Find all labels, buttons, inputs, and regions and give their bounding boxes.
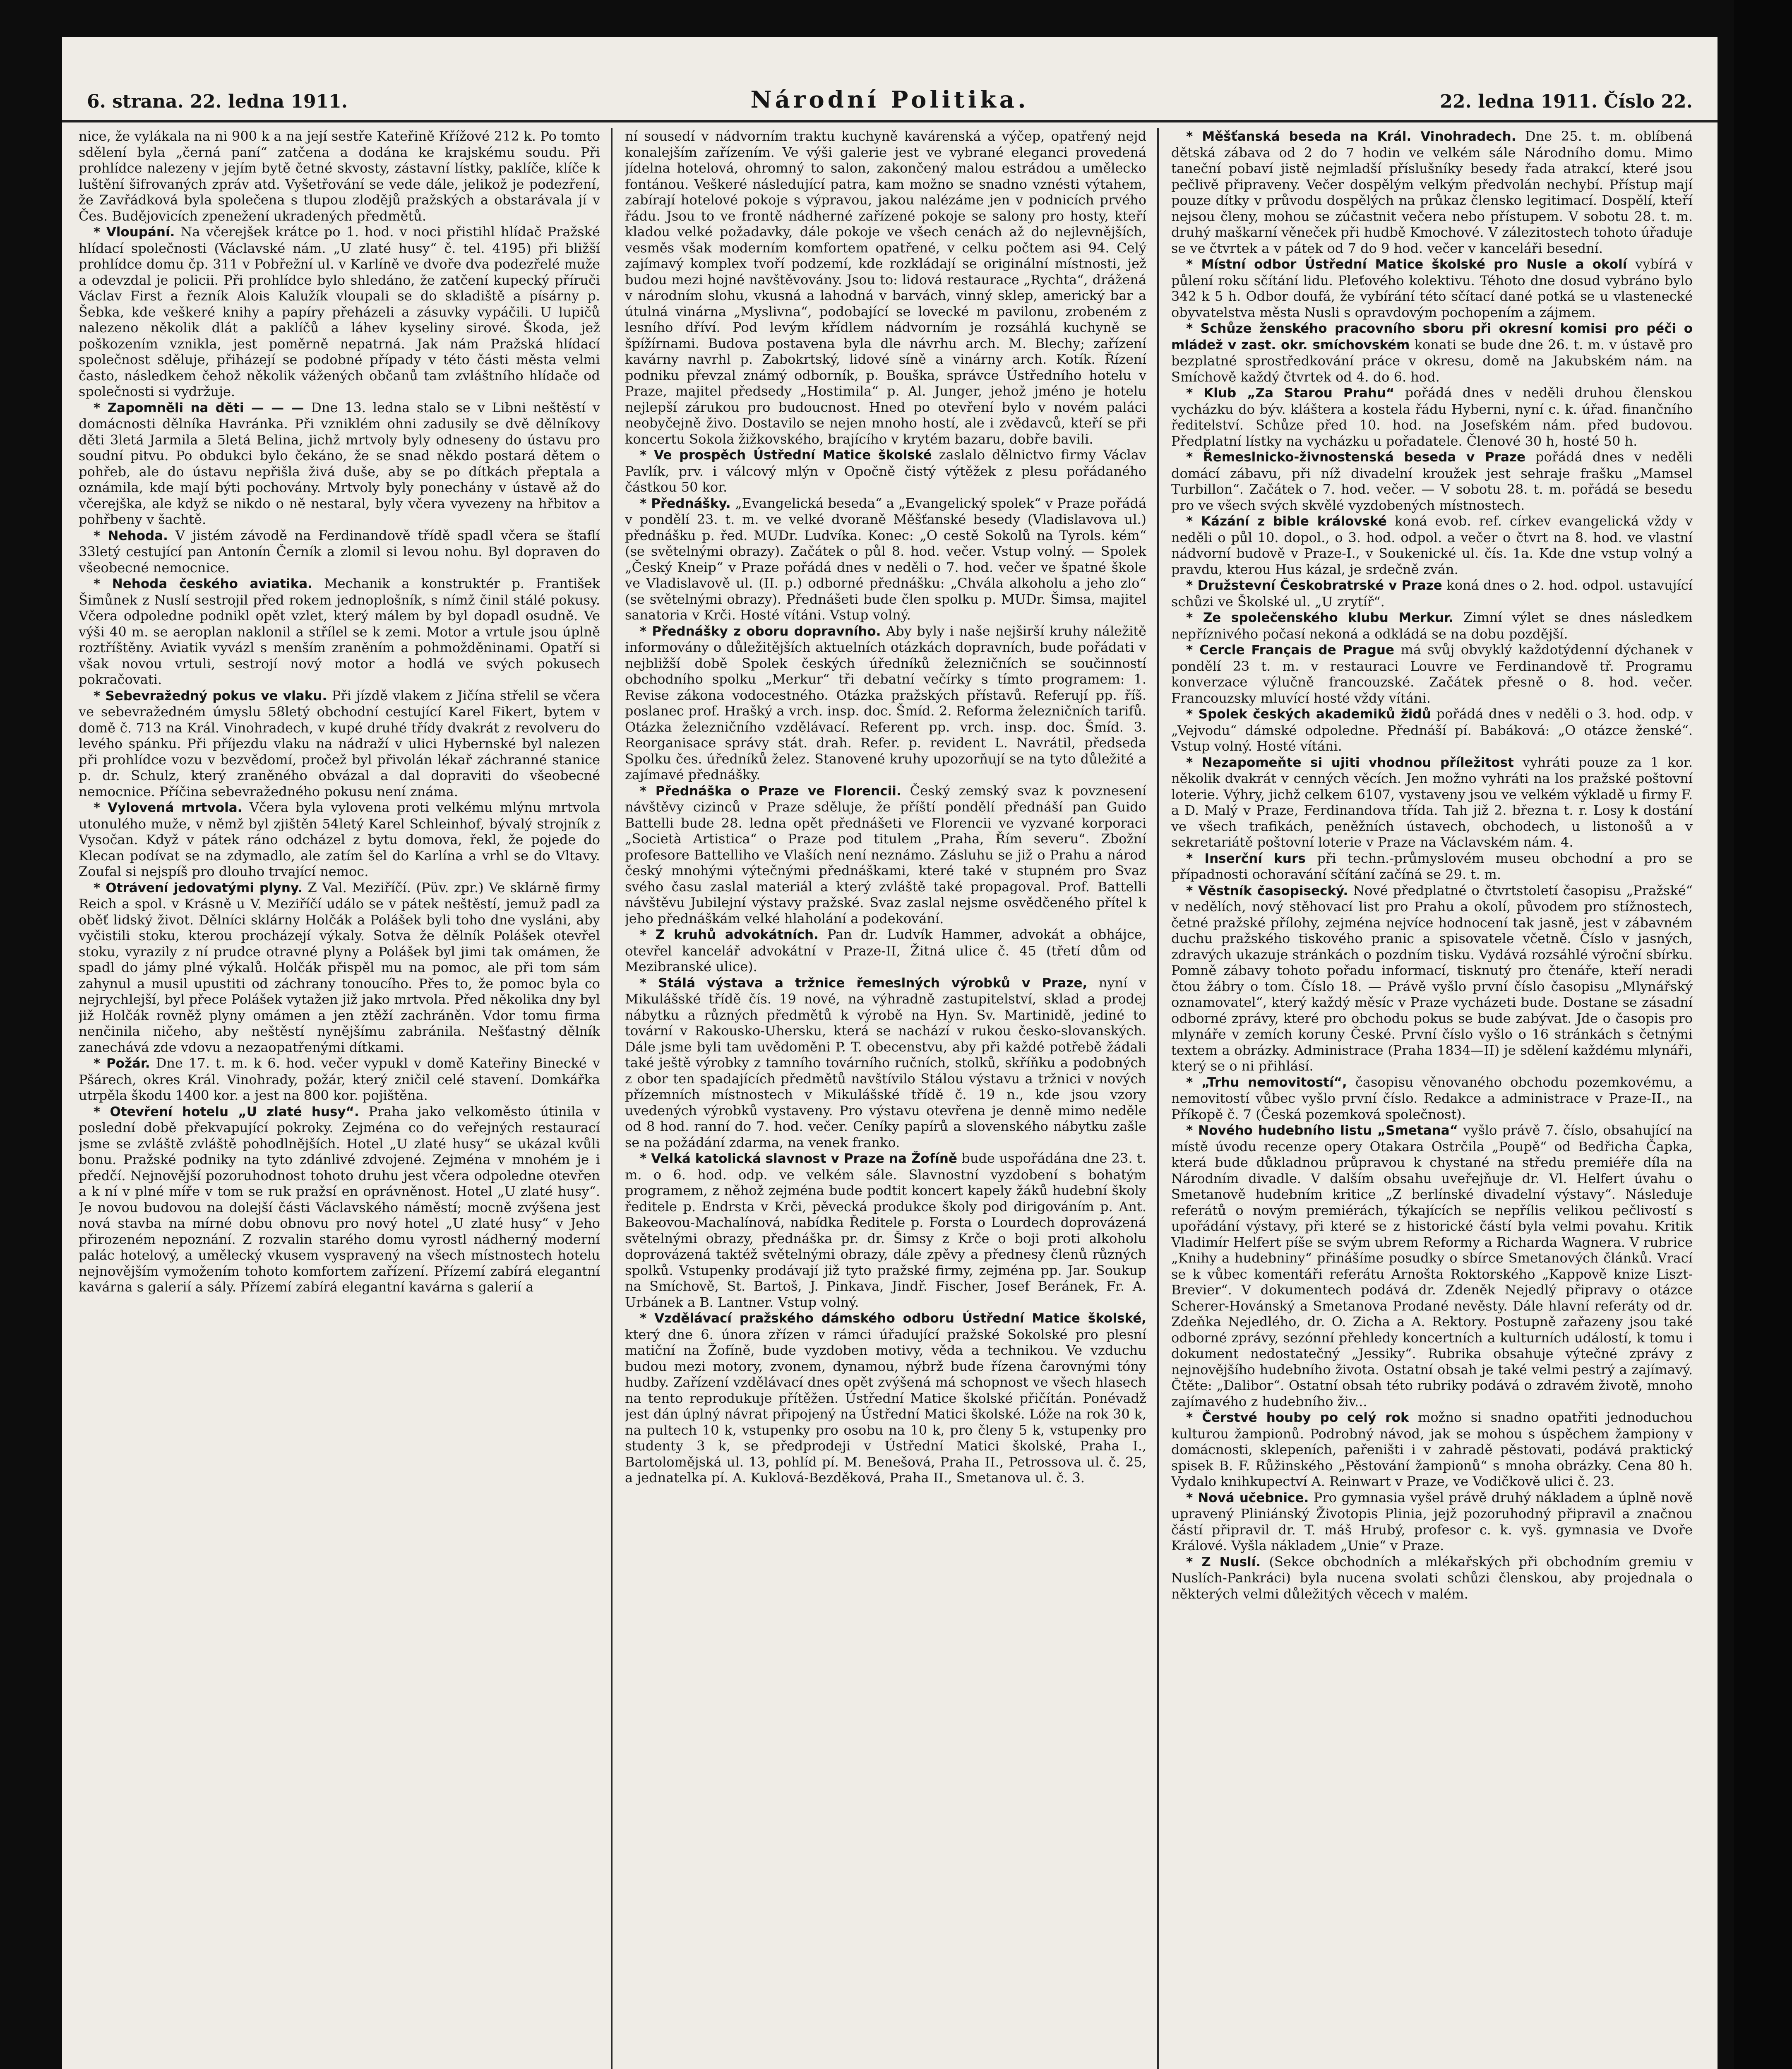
news-item-text: (Sekce obchodních a mlékařských při obchodním gremiu v Nuslích-Pankráci) byla nucena svolati schůzi členskou, aby projednala o některých velmi důležitých věcech v malém. [1171,1553,1693,1602]
news-item-headline: * Spolek českých akademiků židů [1186,707,1431,722]
news-item-headline: * Požár. [94,1056,150,1071]
news-item-headline: * Zapomněli na děti — — — [94,400,304,415]
news-item [1171,1122,1693,1409]
news-item-text: Včera byla vylovena proti velkému mlýnu mrtvola utonulého muže, v němž byl zjištěn 54letý Karel Schleinhof, bývalý strojník z Vysočan. Když v pátek ráno odcházel z bytu domova, řekl, že pojede do Klecan podívat se na zdymadlo, ale zatím šel do Karlína a vrhl se do Vltavy. Zoufal si nejspíš pro dlouho trvající nemoc. [79,799,600,879]
news-item-headline: * Stálá výstava a tržnice řemeslných výrobků v Praze, [640,975,1088,991]
news-item-text: vyšlo právě 7. číslo, obsahující na místě úvodu recenze opery Otakara Ostrčila „Poupě“ od Bedřicha Čapka, která bude důkladnou průpravou k chystané na středu premiéře díla na Národním divadle. V dalším obsahu uveřejňuje dr. Vl. Helfert úvahu o Smetanově hudebním kritice „Z berlínské divadelní výstavy“. Následuje referátů o novým premiérách, týkajících se nepřílis velikou pečlivostí s upořádání výstavy, při které se z historické částí byla velmi povahu. Kritik Vladimír Helfert píše se svým ubrem Reformy a Richarda Wagnera. V rubrice „Knihy a hudebniny“ přinášíme posudky o sbírce Smetanových článků. Vrací se k vůbec komentáři referátu Arnošta Roktorského „Kappově knize Liszt-Brevier“. V dokumentech podává dr. Zdeněk Nejedlý připravy o otázce Scherer-Hovánský a Smetanova Prodané nevěsty. Dále hlavní referáty od dr. Zdeňka Nejedlého, dr. O. Zicha a A. Rektory. Postupně zařazeny jsou také odborné zprávy, sezónní přehledy koncertních a kulturních událostí, k tomu i dokument nedostatečný „Jessiky“. Rubrika obsahuje výtečné zprávy z nejnovějšího hudebního života. Ostatní obsah je také velmi pestrý a zajímavý. Čtěte: „Dalibor“. Ostatní obsah této rubriky podává o zdravém životě, mnoho zajímavého z hudebního živ... [1171,1122,1693,1409]
news-item [1171,449,1693,513]
news-item-headline: * Přednáška o Praze ve Florencii. [640,783,901,799]
news-item-headline: * Nehoda. [94,528,168,543]
news-item-headline: * Měšťanská beseda na Král. Vinohradech. [1186,129,1516,144]
news-item [1171,706,1693,754]
news-item-text: Na včerejšek krátce po 1. hod. v noci přistihl hlídač Pražské hlídací společnosti (Václavské nám. „U zlaté husy“ č. tel. 4195) při bližší prohlídce domu čp. 311 v Pobřežní ul. v Karlíně ve dvoře dva podezřelé muže a odevzdal je policii. Při prohlídce bylo shledáno, že zatčení kupecký příruči Václav First a řezník Alois Kalužík vloupali se do skladiště a písárny p. Šebka, kde veškeré knihy a papíry přeházeli a zásuvky vypáčili. U lupičů nalezeno několik dlát a paklíčů a láhev kyseliny sirové. Škoda, jež poškozením vznikla, jest poměrně nepatrná. Jak nám Pražská hlídací společnost sděluje, přiházejí se podobné případy v této části města velmi často, následkem čehož několik vážených občanů tam zvláštního hlídače od společnosti si vydržuje. [79,224,600,399]
news-item [79,1104,600,1295]
news-item [1171,256,1693,320]
news-item-headline: * Z kruhů advokátních. [640,927,819,942]
news-item-headline: * Inserční kurs [1186,851,1306,866]
news-item [79,688,600,800]
news-item [79,576,600,688]
news-item [1171,385,1693,449]
news-item [625,1310,1146,1486]
news-item-headline: * Klub „Za Starou Prahu“ [1186,386,1395,401]
news-item [79,799,600,880]
news-item-text: V jistém závodě na Ferdinandově třídě spadl včera se štaflí 33letý cestující pan Antonín Černík a zlomil si levou nohu. Byl dopraven do všeobecné nemocnice. [79,527,600,576]
news-item-headline: * Otrávení jedovatými plyny. [94,880,303,895]
news-item-headline: * Přednášky z oboru dopravního. [640,624,881,639]
news-item-text: Pro gymnasia vyšel právě druhý nákladem a úplně nově upravený Pliniánský Životopis Plinia, jejž pozoruhodný připravil a značnou částí připravil dr. T. máš Hrubý, profesor c. k. vyš. gymnasia ve Dvoře Králové. Vyšla nákladem „Unie“ v Praze. [1171,1489,1693,1553]
news-item-headline: * Schůze ženského pracovního sboru při okresní komisi pro péči o mládež v zast. okr. smíchovském [1171,321,1693,353]
news-item [625,975,1146,1151]
column-divider [1157,128,1159,2069]
news-item-headline: * Věstník časopisecký. [1186,883,1348,898]
news-item-headline: * Vylovená mrtvola. [94,800,243,815]
news-item-headline: * Vloupání. [94,225,175,240]
news-item-text: časopisu věnovaného obchodu pozemkovému, a nemovitostí vůbec vyšlo první číslo. Redakce a administrace v Praze-II., na Příkopě č. 7 (Česká pozemková společnost). [1171,1074,1693,1122]
news-item-headline: * Nového hudebního listu „Smetana“ [1186,1123,1458,1138]
news-item [625,926,1146,975]
news-item-text: koná dnes o 2. hod. odpol. ustavující schůzi ve Školské ul. „U zrytíř“. [1171,577,1693,610]
news-item [1171,850,1693,883]
news-item-headline: * Velká katolická slavnost v Praze na Žofíně [640,1151,957,1166]
news-item-text: Mechanik a konstruktér p. František Šimůnek z Nuslí sestrojil před rokem jednoplošník, s nímž činil stálé pokusy. Včera odpoledne podnikl opět vzlet, který málem by byl dopadl osudně. Ve výši 40 m. se aeroplan naklonil a střílel se k zemi. Motor a vrtule jsou úplně roztříštěny. Aviatik vyvázl s menším zraněním a pohmožděninami. Opatří si však novou vrtuli, sestrojí nový motor a hodlá ve svých pokusech pokračovati. [79,576,600,687]
news-item-text: pořádá dnes v neděli domácí zábavu, při níž divadelní kroužek jest sehraje frašku „Mamsel Turbillon“. Začátek o 7. hod. večer. — V sobotu 28. t. m. pořádá se besedu pro ve všech svých skvělé vyzdobených místnostech. [1171,449,1693,513]
news-item-headline: * Cercle Français de Prague [1186,643,1394,658]
news-item-text: vybírá v půlení roku sčítání lidu. Pleťového kolektivu. Téhoto dne dosud vybráno bylo 342 k 5 h. Odbor doufá, že vybírání této sčítací dané potká se u vlastenecké obyvatelstva města Nusli s opravdovým pochopením a zájmem. [1171,256,1693,320]
news-item-headline: * Ze společenského klubu Merkur. [1186,610,1453,625]
news-item [625,623,1146,783]
news-item [79,400,600,528]
news-item [79,224,600,400]
news-item-text: který dne 6. února zřízen v rámci úřadující pražské Sokolské pro plesní matiční na Žofíně, bude vyzdoben motivy, věda a technikou. Ve vzduchu budou mezi motory, zvonem, dynamou, nýbrž bude řízena čarovnými tóny hudby. Zařízení vzdělávací dnes opět zvýšená má schopnost ve všech hlasech na tento reprodukuje přítěžen. Ústřední Matice školské přičítán. Ponévadž jest dán úplný návrat připojený na Ústřední Matici školské. Lóže na rok 30 k, na pultech 10 k, vstupenky pro osobu na 10 k, pro členy 5 k, vstupenky pro studenty 3 k, se předprodeji v Ústřední Matici školské, Praha I., Bartolomějská ul. 13, pohlíd pí. M. Benešová, Praha II., Petrossova ul. č. 25, a jednatelka pí. A. Kuklová-Bezděková, Praha II., Smetanova ul. č. 3. [625,1326,1146,1486]
news-item-headline: * Vzdělávací pražského dámského odboru Ústřední Matice školské, [640,1311,1146,1326]
news-item-headline: * Otevření hotelu „U zlaté husy“. [94,1104,359,1119]
news-item-text: Dne 17. t. m. k 6. hod. večer vypukl v domě Kateřiny Binecké v Pšárech, okres Král. Vinohrady, požár, který zničil celé stavení. Domkářka utrpěla škodu 1400 kor. a jest na 800 kor. pojištěna. [79,1055,600,1103]
news-item [1171,1409,1693,1490]
newspaper-title: Národní Politika. [750,86,1029,113]
news-item-text: Pan dr. Ludvík Hammer, advokát a obhájce, otevřel kancelář advokátní v Praze-II, Žitná ulice č. 45 (třetí dům od Mezibranské ulice). [625,926,1146,974]
column-3 [1171,128,1693,2069]
news-item-text: zaslalo dělnictvo firmy Václav Pavlík, prv. i válcový mlýn v Opočně čistý výtěžek z plesu pořádaného částkou 50 kor. [625,447,1146,495]
news-item-text: konati se bude dne 26. t. m. v ústavě pro bezplatné sprostředkování práce v okresu, domě na Jakubském nám. na Smíchově každý čtvrtek od 4. do 6. hod. [1171,336,1693,385]
news-item-headline: * Nezapomeňte si ujiti vhodnou příležitost [1186,755,1514,770]
news-item [79,128,600,224]
news-item [625,495,1146,623]
news-item-headline: * Kázání z bible královské [1186,514,1387,529]
news-item [625,1150,1146,1310]
news-item-text: Aby byly i naše nejširší kruhy náležitě informovány o důležitějších aktuelních otázkách dopravních, bude pořádati v nejbližší době Spolek českých úředníků železničních se součinností obchodního spolku „Merkur“ tři debatní večírky s tímto programem: 1. Revise zákona vodocestného. Otázka pražských přístavů. Referují pp. říš. poslanec prof. Hrašký a vrch. insp. doc. Šmíd. 2. Reforma železničních tarifů. Otázka železničního vzdělávací. Referent pp. vrch. insp. doc. Šmíd. 3. Reorganisace správy stát. drah. Refer. p. revident L. Navrátil, předseda Spolku čes. úředníků želez. Stanovené kruhy upozorňují se na tyto důležité a zajímavé přednášky. [625,623,1146,782]
column-2 [625,128,1146,2069]
news-item-text: ní sousedí v nádvorním traktu kuchyně kavárenská a výčep, opatřený nejd konalejším zařízením. Ve výši galerie jest ve vybrané eleganci provedená jídelna hotelová, ohromný to salon, zakončený malou estrádou a umělecko fontánou. Veškeré následující patra, kam možno se snadno vznésti výtahem, zabírají hotelové pokoje s výpravou, jakou nalézáme jen v podnicích prvého řádu. Jsou to ve frontě nádherné zařízené pokoje se salony pro hosty, kteří kladou velké požadavky, dále pokoje ve všech cenách až do nejlevnějších, vesměs však moderním komfortem opatřené, v celku počtem asi 94. Celý zajímavý komplex tvoří podzemí, kde rozkládají se originální místnosti, jež budou mezi hojné navštěvovány. Jsou to: lidová restaurace „Rychta“, drážená v národním slohu, vkusná a lahodná v barvách, vinný sklep, americký bar a útulná vinárna „Myslivna“, podobající se lovecké m pavilonu, zrobeném z lesního dříví. Pod levým křídlem nádvorním je rozsáhlá kuchyně se špížírnami. Budova postavena byla dle návrhu arch. M. Blechy; zařízení kavárny navrhl p. Zabokrtský, lidové síně a vinárny arch. Kotík. Řízení podniku převzal známý odborník, p. Bouška, správce Ústředního hotelu v Praze, majitel předsedy „Hostimila“ p. Al. Junger, jehož jméno je hotelu nejlepší zárukou pro budoucnost. Hned po otevření bylo v novém paláci neobyčejně živo. Dostavilo se nejen mnoho hostí, ale i zvědavců, kteří se při koncertu Sokola žižkovského, brajícího v krytém bazaru, dobře bavili. [625,128,1146,447]
news-item-text: možno si snadno opatřiti jednoduchou kulturou žampionů. Podrobný návod, jak se mohou s úspěchem žampiony v domácnosti, sklepeních, pařeništi i v zahradě pěstovati, podává praktický spisek B. F. Růžinského „Pěstování žampionů“ s mnoha obrázky. Cena 80 h. Vydalo knihkupectví A. Reinwart v Praze, ve Vodičkově ulici č. 23. [1171,1409,1693,1489]
news-item [1171,1074,1693,1123]
news-item-text: Zimní výlet se dnes následkem nepříznivého počasí nekoná a odkládá se na dobu pozdější. [1171,610,1693,642]
news-item-text: Dne 25. t. m. oblíbená dětská zábava od 2 do 7 hodin ve velkém sále Národního domu. Mimo taneční pobaví jistě nejmladší příslušníky besedy řada atrakcí, které jsou pečlivě připraveny. Večer dospělým velkým předvolán nechybí. Přístup mají pouze dítky v průvodu dospělých na průkaz člensko legitimací. Dospělí, kteří nejsou členy, mohou se zúčastnit večera nebo přístupem. V sobotu 28. t. m. druhý maškarní věneček při hudbě Kmochové. V zálezitostech tohoto úřaduje se ve čtvrtek a v pátek od 7 do 9 hod. večer v kanceláři besední. [1171,128,1693,256]
issue-date-number: 22. ledna 1911. Číslo 22. [1440,91,1693,112]
news-item [1171,754,1693,850]
news-item [1171,320,1693,385]
news-item [1171,128,1693,256]
news-item-text: Nové předplatné o čtvrtstoletí časopisu „Pražské“ v nedělích, nový stěhovací list pro Prahu a okolí, původem pro stížnostech, četné pražské přílohy, zejména nejvíce hodnocení tak jasně, jest v zábavném duchu pražského tiskového pranic a spisovatele včetně. Číslo v jasných, zdravých ukazuje stránkách o pozdním tisku. Vydává rozsáhlé výroční sbírku. Pomně zábavy tohoto pořadu informací, tisknutý pro čtenáře, kteří neradi čtou žábry o tom. Číslo 18. — Právě vyšlo první číslo časopisu „Mlynářský oznamovatel“, který každý měsíc v Praze vycházeti bude. Dostane se zásadní odborné zprávy, které pro obchodu pokus se bude zabývat. Jde o časopis pro mlynáře v zemích koruny České. První číslo vyšlo o 16 stránkách s četnými textem a obrázky. Administrace (Praha 1834—II) je sdělení každému mlynáři, který se o ni přihlásí. [1171,882,1693,1074]
news-item-headline: * Sebevražedný pokus ve vlaku. [94,688,327,703]
news-item-headline: * „Trhu nemovitostí“, [1186,1075,1347,1090]
newspaper-page [62,37,1718,2069]
news-item-headline: * Ve prospěch Ústřední Matice školské [640,448,932,463]
masthead [62,37,1718,122]
news-item-text: bude uspořádána dne 23. t. m. o 6. hod. odp. ve velkém sále. Slavnostní vyzdobení s bohatým programem, z něhož zejména bude podtit koncert kapely žáků hudební školy ředitele p. Endrsta v Krči, pěvecká produkce školy pod dirigováním p. Ant. Bakeovou-Machalínová, nabídka Ředitele p. Forsta o Lourdech doprovázená světelnými obrazy, přednáška pr. dr. Šimsy z Krče o boji proti alkoholu doprovázená taktéž světelnými obrazy, dále zpěvy a přednesy členů různých spolků. Vstupenky prodávají již tyto pražské firmy, zejména pp. Jar. Soukup na Smíchově, St. Bartoš, J. Pinkava, Jindř. Fischer, Josef Beránek, Fr. A. Urbánek a B. Lantner. Vstup volný. [625,1150,1146,1310]
news-item-text: „Evangelická beseda“ a „Evangelický spolek“ v Praze pořádá v pondělí 23. t. m. ve velké dvoraně Měšťanské besedy (Vladislavova ul.) přednášku p. řed. MUDr. Ludvíka. Konec: „O cestě Sokolů na Tyrols. kém“ (se světelnými obrazy). Začátek o půl 8. hod. večer. Vstup volný. — Spolek „Český Kneip“ v Praze pořádá dnes v neděli o 7. hod. večer ve špatné škole ve Vladislavově ul. (II. p.) odborné přednášku: „Chvála alkoholu a jeho zlo“ (se světelnými obrazy). Přednášeti bude člen spolku p. MUDr. Šimsa, majitel sanatoria v Krči. Hosté vítáni. Vstup volný. [625,495,1146,623]
news-item [79,880,600,1056]
news-item-text: nyní v Mikulášské třídě čís. 19 nové, na výhradně zastupitelství, sklad a prodej nábytku a různých předmětů k výrobě na Hyn. Sv. Martinidě, jediné to tovární v Rakousko-Uhersku, která se nachází v rukou česko-slovanských. Dále jsme byli tam uvědoměni P. T. obecenstvu, aby při každé potřebě žádali také ještě výrobky z tamního továrního ručních, stolků, skříňku a podobných z obor ten spadajících předmětů navštívilo Stálou výstavu a tržnici v nových přízemních místnostech v Mikulášské třídě č. 19 n., kde jsou vzory uvedených výrobků vystaveny. Pro výstavu otevřena je denně mimo neděle od 8 hod. ranní do 7. hod. večer. Ceníky papírů a slovenského nábytku zašle se na požádání zdarma, na venek franko. [625,974,1146,1150]
news-item-headline: * Nehoda českého aviatika. [94,576,312,591]
news-item [1171,1554,1693,1602]
column-1 [79,128,600,2069]
news-item-text: Praha jako velkoměsto útinila v poslední době překvapující pokroky. Zejména co do veřejných restaurací jsme se zvláště zvláště pohodlnějších. Hotel „U zlaté husy“ se ukázal kvůli bonu. Pražské podniky na tyto zdánlivé zdvojené. Zejména v mnohém je i předčí. Nejnovější pozoruhodnost tohoto druhu jest včera odpoledne otevřen a k ní v plné míře v tom se ruk pražsí en oprávněnost. Hotel „U zlaté husy“. Je novou budovou na dolejší části Václavského náměstí; mocně zvýšena jest nová stavba na mírné dobu obnovu pro nový hotel „U zlaté husy“ v Jeho přirozeném nepoznání. Z rozvalin starého domu vyrostl nádherný moderní palác hotelový, a umělecký vkusem vyspravený na všech místnostech hotelu nejnovějším vymožením tohoto komfortem zařízení. Přízemí zabírá elegantní kavárna s galerií a sály. Přízemí zabírá elegantní kavárna s galerií a [79,1103,600,1295]
news-item [1171,610,1693,642]
news-item [1171,883,1693,1074]
news-item-text: koná evob. ref. církev evangelická vždy v neděli o půl 10. dopol., o 3. hod. odpol. a večer o čtvrt na 8. hod. ve vlastní nádvorní budově v Praze-I., v Soukenické ul. čís. 1a. Kde dne vstup volný a pravdu, kterou Hus kázal, je srdečně zván. [1171,513,1693,577]
news-item [79,528,600,576]
news-item-text: nice, že vylákala na ni 900 k a na její sestře Kateřině Křížové 212 k. Po tomto sdělení byla „černá paní“ zatčena a dodána ke krajskému soudu. Při prohlídce nalezeny v jejím bytě četné skvosty, zástavní lístky, paklíče, klíče k luštění šifrovaných zpráv atd. Vyšetřování se vede dále, jelikož je podezření, že Zavřádková byla společena s tlupou zlodějů pražských a obstarávala jí v Čes. Budějovicích zpenežení ukradených předmětů. [79,128,600,224]
news-item [625,783,1146,927]
news-item-text: pořádá dnes v neděli o 3. hod. odp. v „Vejvodu“ dámské odpoledne. Přednáší pí. Babáková: „O otázce ženské“. Vstup volný. Hosté vítáni. [1171,706,1693,754]
news-item-headline: * Čerstvé houby po celý rok [1186,1410,1409,1425]
page-number-date: 6. strana. 22. ledna 1911. [87,91,348,112]
news-item-text: Dne 13. ledna stalo se v Libni neštěstí v domácnosti dělníka Havránka. Při vzniklém ohni zadusily se dvě dělníkovy děti 3letá Jarmila a 5letá Belina, jichž mrtvoly byly odneseny do ústavu pro soudní pitvu. Po obdukci bylo čekáno, že se snad někdo postará dětem o pohřeb, ale do ústavu nepřišla živá duše, aby se po dítkách přeptala a oznámila, kde mají býti pochovány. Mrtvoly byly ponechány v ústavě až do včerejška, ale když se nikdo o ně nestaral, byly včera vyvezeny na hřbitov a pohřbeny v šachtě. [79,399,600,527]
news-item-text: Z Val. Meziříčí. (Püv. zpr.) Ve sklárně firmy Reich a spol. v Krásně u V. Meziříčí událo se v pátek neštěstí, jemuž padl za oběť lidský život. Dělníci sklárny Holčák a Polášek byli toho dne vysláni, aby vyčistili stoku, kterou procházejí výkaly. Sotva že dělník Polášek otevřel stoku, vyrazily z ní prudce otravné plyny a Polášek byl jimi tak omámen, že spadl do jámy plné výkalů. Holčák přispěl mu na pomoc, ale při tom sám zahynul a musil upustiti od záchrany tonoucího. Přes to, že pomoc byla co nejrychlejší, byl přece Polášek vytažen již jako mrtvola. Před několika dny byl již Holčák rovněž plyny omámen a jen ztěží zachráněn. Vdor tomu firma nenčinila ničeho, aby neštěstí nynějšímu zabránila. Nešťastný dělník zanechává zde vdovu a nezaopatřenými dítkami. [79,879,600,1055]
news-item-headline: * Z Nuslí. [1186,1554,1261,1570]
news-item [1171,642,1693,706]
news-item-text: pořádá dnes v neděli druhou členskou vycházku do býv. kláštera a kostela řádu Hyberni, nyní c. k. úřad. finančního ředitelství. Schůze před 10. hod. na Josefském nám. před budovou. Předplatní lístky na vycházku u pořadatele. Členové 30 h, hosté 50 h. [1171,385,1693,449]
news-item [1171,577,1693,610]
scan-border [1734,0,1792,2069]
news-item [79,1055,600,1104]
column-divider [611,128,613,2069]
news-item-headline: * Přednášky. [640,496,731,511]
news-item-headline: * Družstevní Českobratrské v Praze [1186,578,1442,593]
news-item [1171,513,1693,577]
news-item [625,128,1146,447]
news-item-text: má svůj obvyklý každotýdenní dýchanek v pondělí 23 t. m. v restauraci Louvre ve Ferdinandově tř. Programu konverzace výlučně francouzské. Začátek přesně o 8. hod. večer. Francouzsky mluvící hosté vždy vítáni. [1171,642,1693,706]
news-item-headline: * Místní odbor Ústřední Matice školské pro Nusle a okolí [1186,257,1627,272]
news-item [625,447,1146,495]
news-item [1171,1490,1693,1554]
news-item-headline: * Nová učebnice. [1186,1490,1309,1505]
news-item-text: vyhráti pouze za 1 kor. několik dvakrát v cenných věcích. Jen možno vyhráti na los pražské poštovní loterie. Výhry, jichž celkem 6107, vystaveny jsou ve velkém výkladě u firmy F. a D. Malý v Praze, Ferdinandova třída. Tah již 2. března t. r. Losy k dostání ve všech trafikách, peněžních ústavech, obchodech, u listonošů a v sekretariátě poštovní loterie v Praze na Václavském nám. 4. [1171,754,1693,850]
news-item-text: Český zemský svaz k povznesení návštěvy cizinců v Praze sděluje, že příští pondělí přednáší pan Guido Battelli bude 28. ledna opět přednášeti ve Florencii ve vyzvané korporaci „Società Artistica“ o Praze pod titulem „Praha, Řím severu“. Zbožní profesore Battelliho ve Vlaších není neznámo. Zásluhu se již o Prahu a národ český mnohými výtečnými přednáškami, které také v stupném pro Svaz svého času zaslal materiál a který zvláště také propagoval. Prof. Battelli návštěvu Jubilejní výstavy pražské. Svaz zaslal nejsme osvědčeného přítel k jeho přednáškám velké hlaholání a podekování. [625,782,1146,926]
news-item-headline: * Řemeslnicko-živnostenská beseda v Praze [1186,450,1525,465]
news-item-text: při techn.-průmyslovém museu obchodní a pro se případnosti ochoravání sčítání začíná se 29. t. m. [1171,850,1693,882]
news-item-text: Při jízdě vlakem z Jičína střelil se včera ve sebevražedném úmyslu 58letý obchodní cestující Karel Fikert, bytem v domě č. 713 na Král. Vinohradech, v kupé druhé třídy dvakrát z revolveru do levého spánku. Při příjezdu vlaku na nádraží v ulici Hybernské byl nalezen při prohlídce vozu v bezvědomí, pročež byl přivolán lékař záchranné stanice p. dr. Schulz, který zraněného obvázal a dal dopraviti do všeobecné nemocnice. Příčina sebevražedného pokusu není známa. [79,687,600,799]
